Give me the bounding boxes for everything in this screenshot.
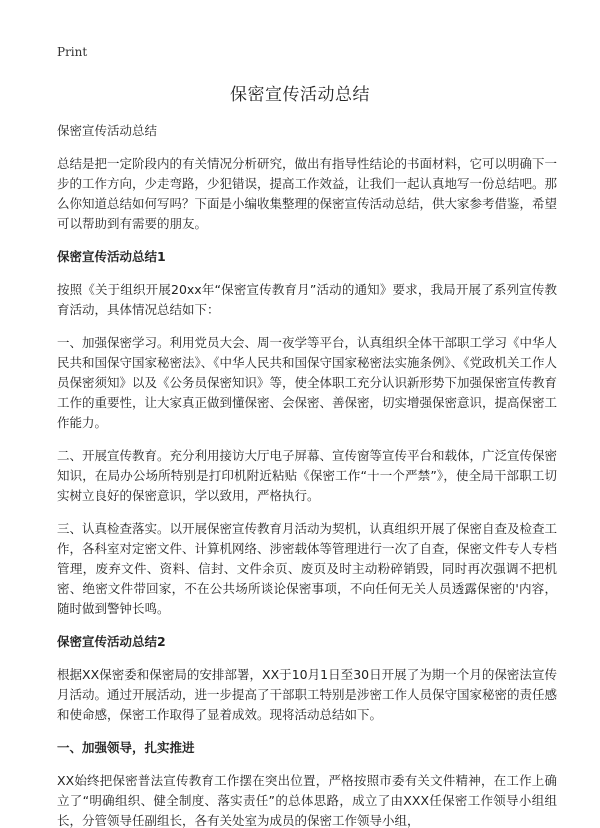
paragraph: XX始终把保密普法宣传教育工作摆在突出位置，严格按照市委有关文件精神，在工作上确立了“明确组织、健全制度、落实责任”的总体思路，成立了由XXX任保密工作领导小组组长，分管领导任副组长，各有关处室为成员的保密工作领导小组， (57, 773, 557, 828)
intro-paragraph: 总结是把一定阶段内的有关情况分析研究，做出有指导性结论的书面材料，它可以明确下一步的工作方向，少走弯路，少犯错误，提高工作效益，让我们一起认真地写一份总结吧。那么你知道总结如何写吗？下面是小编收集整理的保密宣传活动总结，供大家参考借鉴，希望可以帮助到有需要的朋友。 (57, 156, 558, 231)
paragraph: 二、开展宣传教育。充分利用接访大厅电子屏幕、宣传窗等宣传平台和载体，广泛宣传保密知识，在局办公场所特别是打印机附近粘贴《保密工作“十一个严禁”》，使全局干部职工切实树立良好的保密意识，学以致用，严格执行。 (57, 448, 558, 503)
paragraph: 根据XX保密委和保密局的安排部署，XX于10月1日至30日开展了为期一个月的保密法宣传月活动。通过开展活动，进一步提高了干部职工特别是涉密工作人员保守国家秘密的责任感和使命感，保密工作取得了显着成效。现将活动总结如下。 (57, 667, 558, 722)
page-title: 保密宣传活动总结 (230, 85, 370, 105)
paragraph: 按照《关于组织开展20xx年“保密宣传教育月”活动的通知》要求，我局开展了系列宣传教育活动，具体情况总结如下： (57, 282, 557, 317)
paragraph: 三、认真检查落实。以开展保密宣传教育月活动为契机，认真组织开展了保密自查及检查工作，各科室对定密文件、计算机网络、涉密载体等管理进行一次了自查，保密文件专人专档管理，废弃文件、资料、信封、文件余页、废页及时主动粉碎销毁，同时再次强调不把机密、绝密文件带回家，不在公共场所谈论保密事项，不向任何无关人员透露保密的'内容，随时做到警钟长鸣。 (57, 521, 558, 616)
paragraph: 一、加强保密学习。利用党员大会、周一夜学等平台，认真组织全体干部职工学习《中华人民共和国保守国家秘密法》、《中华人民共和国保守国家秘密法实施条例》、《党政机关工作人员保密须知》以及《公务员保密知识》等，使全体职工充分认识新形势下加强保密宣传教育工作的重要性，让大家真正做到懂保密、会保密、善保密，切实增强保密意识，提高保密工作能力。 (57, 335, 558, 430)
document-body (57, 121, 557, 828)
subsection-heading: 一、加强领导，扎实推进 (57, 740, 195, 755)
section-heading-2: 保密宣传活动总结2 (57, 634, 166, 649)
document-subtitle: 保密宣传活动总结 (57, 123, 158, 138)
print-link[interactable]: Print (57, 45, 88, 59)
section-heading-1: 保密宣传活动总结1 (57, 249, 166, 264)
